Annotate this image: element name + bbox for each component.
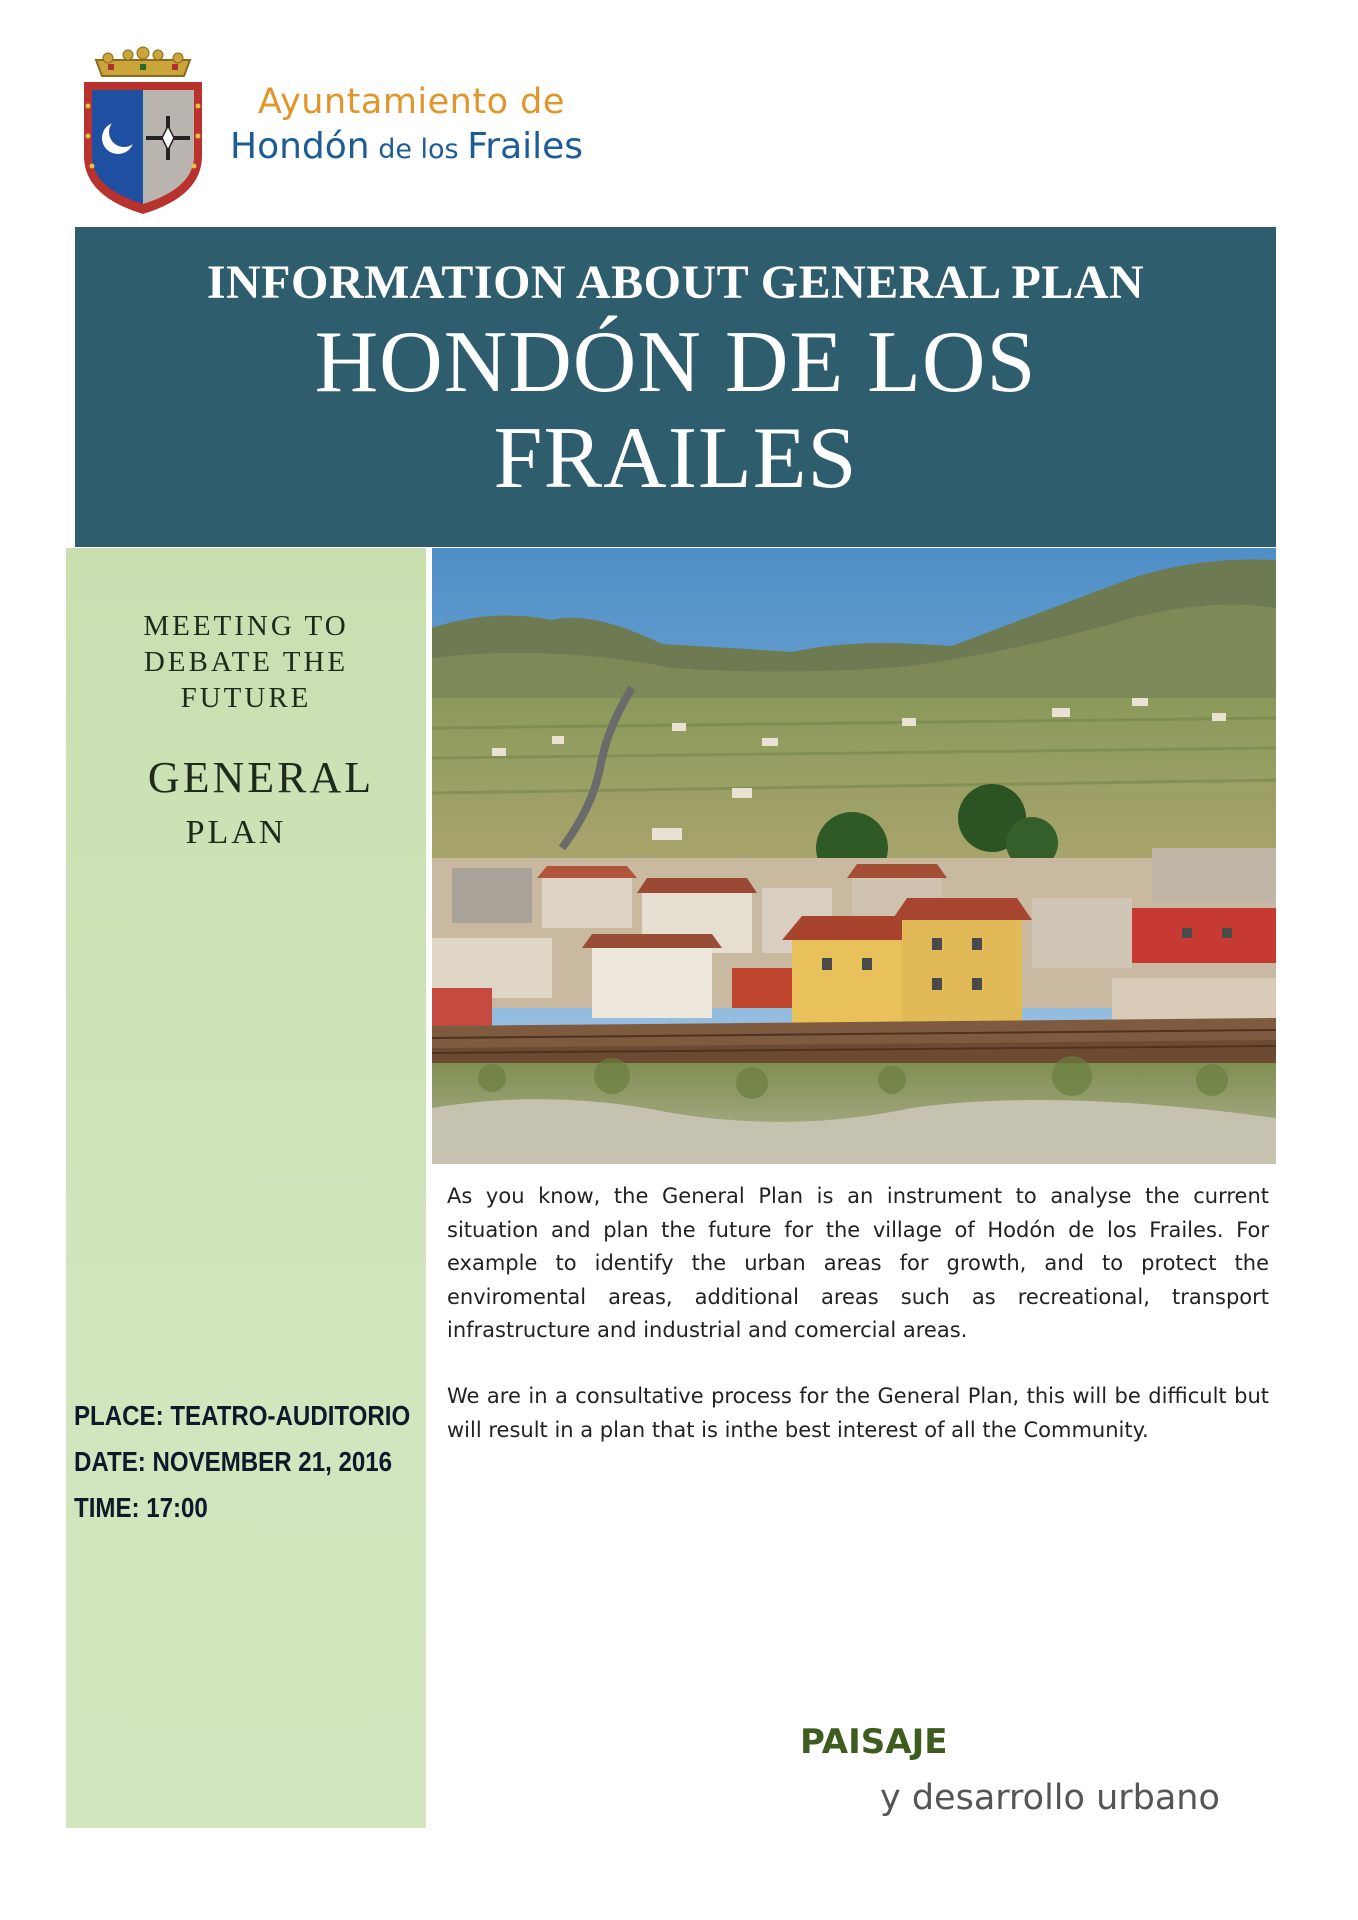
org-name-line1: Ayuntamiento de	[258, 82, 565, 122]
org-name-de-los: de los	[369, 134, 468, 165]
title-banner	[75, 227, 1276, 547]
village-landscape-photo	[432, 548, 1276, 1164]
body-paragraph-2: We are in a consultative process for the General Plan, this will be difficult but will result in a plan that is inthe best interest of all the Community.	[447, 1384, 1269, 1442]
body-paragraph-1: As you know, the General Plan is an instrument to analyse the current situation and plan the future for the village of Hodón de los Frailes. For example to identify the urban areas for growth, and to protect the enviromental areas, additional areas such as recreational, transport infrastructure and industrial and comercial areas.	[447, 1184, 1269, 1342]
brand-desarrollo: y desarrollo urbano	[880, 1778, 1220, 1818]
org-name-line2	[230, 126, 583, 167]
general-plan-line1: GENERAL	[147, 753, 375, 802]
org-name-frailes: Frailes	[467, 126, 584, 167]
event-place: PLACE: TEATRO-AUDITORIO	[74, 1400, 411, 1431]
coat-of-arms-icon	[78, 46, 208, 218]
banner-title-line2: FRAILES	[493, 410, 858, 507]
event-date: DATE: NOVEMBER 21, 2016	[74, 1446, 393, 1477]
general-plan-line2: PLAN	[185, 814, 287, 851]
sidebar-panel	[66, 548, 426, 1828]
meeting-line2: DEBATE THE	[143, 646, 349, 678]
meeting-line3: FUTURE	[180, 682, 312, 714]
org-name-hondon: Hondón	[230, 126, 370, 167]
event-time: TIME: 17:00	[74, 1492, 208, 1523]
meeting-line1: MEETING TO	[143, 610, 349, 642]
banner-kicker: INFORMATION ABOUT GENERAL PLAN	[206, 256, 1145, 309]
meeting-heading	[96, 608, 396, 716]
banner-title-line1: HONDÓN DE LOS	[314, 314, 1037, 411]
banner-title	[75, 315, 1276, 507]
brand-paisaje: PAISAJE	[800, 1722, 948, 1762]
